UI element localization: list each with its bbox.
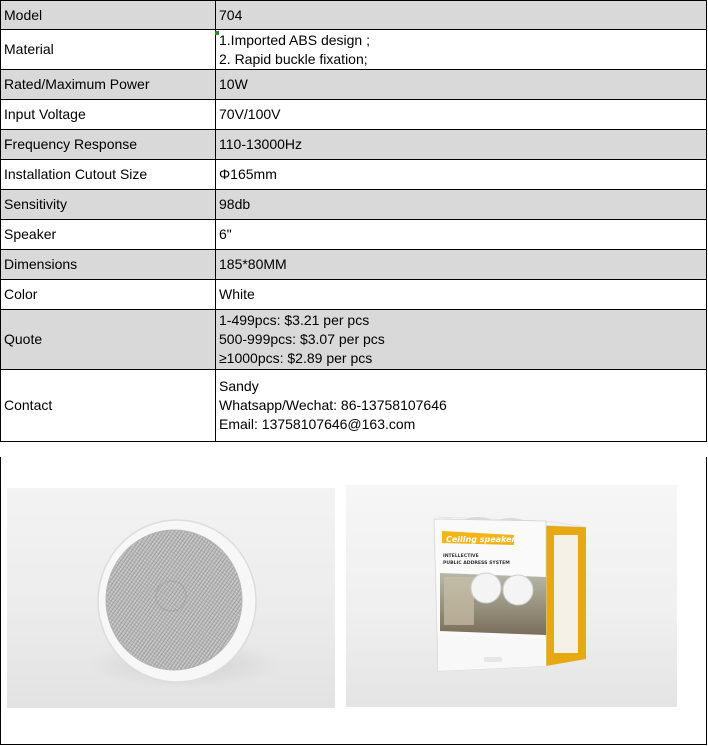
spec-row [1, 190, 707, 220]
spec-label: Quote [1, 310, 216, 370]
box-brand-text: Ceiling speaker [446, 535, 516, 544]
spec-value [216, 160, 707, 190]
spec-value [216, 100, 707, 130]
spec-value-line: 110-13000Hz [219, 136, 303, 152]
spec-row [1, 310, 707, 370]
speaker-photo [7, 488, 335, 708]
cell-corner-marker [215, 31, 219, 35]
spec-value [216, 250, 707, 280]
spec-value [216, 70, 707, 100]
spec-row [1, 250, 707, 280]
packaging-illustration [346, 485, 677, 707]
box-bottom-panel [438, 635, 546, 671]
spec-value [216, 1, 707, 30]
spec-label: Frequency Response [1, 130, 216, 160]
box-side-window [554, 535, 578, 653]
spec-value-line: 1-499pcs: $3.21 per pcs [219, 312, 370, 328]
box-subtitle-1: INTELLECTIVE [443, 554, 479, 559]
box-subtitle-2: PUBLIC ADDRESS SYSTEM [443, 561, 510, 566]
spec-value-line: Whatsapp/Wechat: 86-13758107646 [219, 397, 447, 413]
spec-row [1, 30, 707, 70]
spec-value-line: 98db [219, 196, 251, 212]
spec-value [216, 220, 707, 250]
spec-label: Input Voltage [1, 100, 216, 130]
spec-value-line: Email: 13758107646@163.com [219, 416, 416, 432]
product-images-section [0, 457, 707, 745]
spec-value [216, 30, 707, 70]
spec-label: Rated/Maximum Power [1, 70, 216, 100]
speaker-illustration [7, 488, 335, 708]
packaging-photo [346, 485, 677, 707]
spec-label: Speaker [1, 220, 216, 250]
spec-value-line: Φ165mm [219, 166, 277, 182]
spec-value [216, 310, 707, 370]
box-scene-speaker-1 [471, 573, 501, 603]
spec-label: Contact [1, 370, 216, 442]
spec-value [216, 190, 707, 220]
spec-value-line: 10W [219, 76, 248, 92]
spec-row [1, 70, 707, 100]
spec-value-line: 1.Imported ABS design ; [219, 31, 370, 48]
box-room-shelf [444, 577, 474, 625]
spec-value-line: ≥1000pcs: $2.89 per pcs [219, 350, 373, 366]
box-hang-tab [484, 657, 502, 662]
spec-value-line: 500-999pcs: $3.07 per pcs [219, 331, 385, 347]
spec-value-line: 2. Rapid buckle fixation; [219, 50, 368, 67]
spec-row [1, 160, 707, 190]
spec-value [216, 130, 707, 160]
spec-value-line: 70V/100V [219, 106, 281, 122]
spec-row [1, 100, 707, 130]
spec-label: Installation Cutout Size [1, 160, 216, 190]
spec-value-line: 704 [219, 6, 243, 23]
spec-row [1, 1, 707, 30]
spec-value-line: 185*80MM [219, 256, 287, 272]
box-scene-speaker-2 [503, 575, 533, 605]
spec-value [216, 280, 707, 310]
spec-label: Sensitivity [1, 190, 216, 220]
spec-label: Color [1, 280, 216, 310]
spec-row [1, 280, 707, 310]
spec-row [1, 370, 707, 442]
spec-row [1, 130, 707, 160]
spec-label: Material [1, 30, 216, 70]
spec-value-line: 6" [219, 226, 232, 242]
spec-value [216, 370, 707, 442]
spec-value-line: Sandy [219, 378, 259, 394]
spec-label: Model [1, 1, 216, 30]
spec-row [1, 220, 707, 250]
spec-label: Dimensions [1, 250, 216, 280]
speaker-grill [106, 530, 242, 670]
spec-value-line: White [219, 286, 255, 302]
